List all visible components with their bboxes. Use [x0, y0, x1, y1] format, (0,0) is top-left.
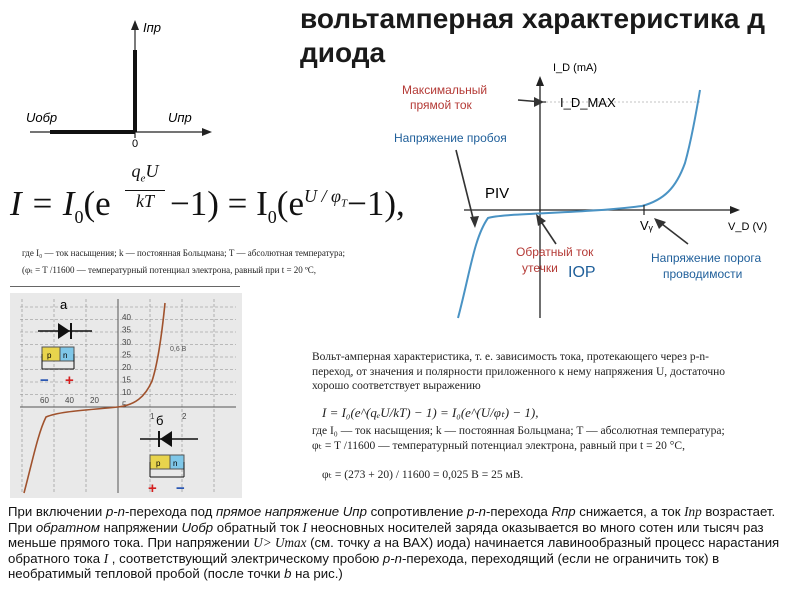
max-current-label-2: прямой ток: [410, 98, 472, 112]
formula-note-line-1: где I₀ — ток насыщения; k — постоянная Больцмана; T — абсолютная температура;: [22, 248, 345, 258]
plus-b: +: [148, 480, 157, 497]
vac-x-axis-label: V_D (V): [728, 221, 768, 233]
leakage-arrow-icon: [536, 214, 546, 226]
note-divider: [10, 286, 240, 287]
explanation-paragraph: При включении p-n-перехода под прямое напряжение Uпр сопротивление p-n-перехода Rпр снижается, а ток Iпр возрастает. При обратном напряжении Uобр обратный ток I неосновных носителей заряда оказывается во много сотен или тысяч раз меньше прямого тока. При напряжении U> Umax (см. точку а на ВАХ) иода) начинается лавинообразный процесс нарастания обратного тока I , соответствующий электрическому пробою p-n-перехода, переходящий (если не ограничить ток) в необратимый тепловой пробой (после точки b на рис.): [8, 504, 780, 582]
label-a: а: [60, 297, 68, 312]
x-tick-1: 1: [150, 412, 155, 421]
sketch-x-left-label: Uобр: [26, 110, 58, 125]
sketch-origin-label: 0: [132, 138, 139, 150]
n-label-a: n: [63, 351, 68, 360]
scan-line-2: переход, от значения и полярности приложенного к нему напряжения U, достаточно: [312, 365, 726, 378]
diode-vac-diagram: [388, 48, 800, 340]
x-tick-2: 2: [182, 412, 187, 421]
p-label-a: p: [47, 351, 52, 360]
scan-line-1: Вольт-амперная характеристика, т. е. зависимость тока, протекающего через p-n-: [312, 351, 709, 363]
measured-vac-chart: [10, 293, 242, 498]
sketch-y-label: Iпр: [143, 20, 161, 35]
formula-exponent: $q_eU$ kT: [125, 160, 165, 211]
main-formula: [10, 160, 410, 230]
x-tick-neg-20: 20: [90, 396, 99, 405]
threshold-arrow-icon: [654, 218, 666, 229]
plus-a: +: [65, 372, 74, 389]
y-tick-label: 5: [122, 400, 127, 410]
scanned-excerpt: [312, 350, 800, 482]
scan-line-3: хорошо соответствует выражению: [312, 380, 481, 393]
max-current-arrow-icon: [534, 97, 544, 107]
y-tick-label: 25: [122, 350, 131, 360]
y-tick-label: 40: [122, 313, 131, 322]
title-line-2: диода: [300, 37, 386, 68]
vac-curve: [458, 90, 700, 318]
scan-line-4: где I₀ — ток насыщения; k — постоянная Больцмана; T — абсолютная температура;: [312, 425, 725, 438]
vac-y-axis-label: I_D (mA): [553, 62, 597, 74]
label-b: б: [156, 413, 164, 428]
minus-b: −: [176, 480, 185, 497]
leakage-label-1: Обратный ток: [516, 245, 594, 259]
breakdown-label: Напряжение пробоя: [394, 131, 507, 145]
sketch-x-arrow-icon: [202, 128, 212, 136]
threshold-label-2: проводимости: [663, 267, 743, 281]
vgamma-label: Vᵧ: [640, 218, 653, 233]
p-label-b: p: [156, 459, 161, 468]
max-current-label-1: Максимальный: [402, 83, 488, 97]
y-tick-label: 20: [122, 363, 131, 372]
vac-x-arrow-icon: [730, 206, 740, 214]
breakdown-arrow-icon: [470, 216, 479, 228]
scan-line-6: φₜ = (273 + 20) / 11600 = 0,025 В = 25 мВ.: [322, 468, 524, 481]
y-tick-label: 35: [122, 325, 131, 335]
x-tick-neg-60: 60: [40, 396, 49, 405]
y-tick-label: 10: [122, 388, 131, 397]
y-tick-label: 15: [122, 375, 131, 385]
threshold-label-1: Напряжение порога: [651, 251, 762, 265]
leakage-arrow: [540, 220, 556, 244]
vac-y-arrow-icon: [536, 76, 544, 86]
threshold-arrow: [662, 224, 688, 244]
range-label: 0,6 B: [170, 346, 187, 353]
n-label-b: n: [173, 459, 178, 468]
formula-note-line-2: (φₜ = T /11600 — температурный потенциал электрона, равный при t = 20 ºС,: [22, 265, 317, 275]
minus-a: −: [40, 372, 49, 389]
scan-formula: I = I₀(e^(qₑU/kT) − 1) = I₀(e^(U/φₜ) − 1),: [322, 404, 539, 420]
sketch-x-right-label: Uпр: [168, 110, 192, 125]
breakdown-arrow: [456, 150, 474, 222]
formula-part-right: $-1) = I_0(e^{U / \varphi_T}-1)$,: [170, 184, 405, 227]
sketch-y-arrow-icon: [131, 20, 139, 30]
piv-label: PIV: [485, 185, 510, 202]
ideal-vac-sketch: [20, 10, 220, 150]
iop-label: IOP: [568, 264, 596, 281]
formula-part-left: $I = I_0(e$: [10, 184, 111, 227]
imax-label: I_D_MAX: [560, 95, 616, 110]
y-tick-label: 30: [122, 338, 131, 347]
title-line-1: вольтамперная характеристика д: [300, 3, 766, 34]
scan-line-5: φₜ = T /11600 — температурный потенциал электрона, равный при t = 20 °С,: [312, 439, 685, 452]
x-tick-neg-40: 40: [65, 396, 74, 405]
leakage-label-2: утечки: [522, 261, 558, 275]
